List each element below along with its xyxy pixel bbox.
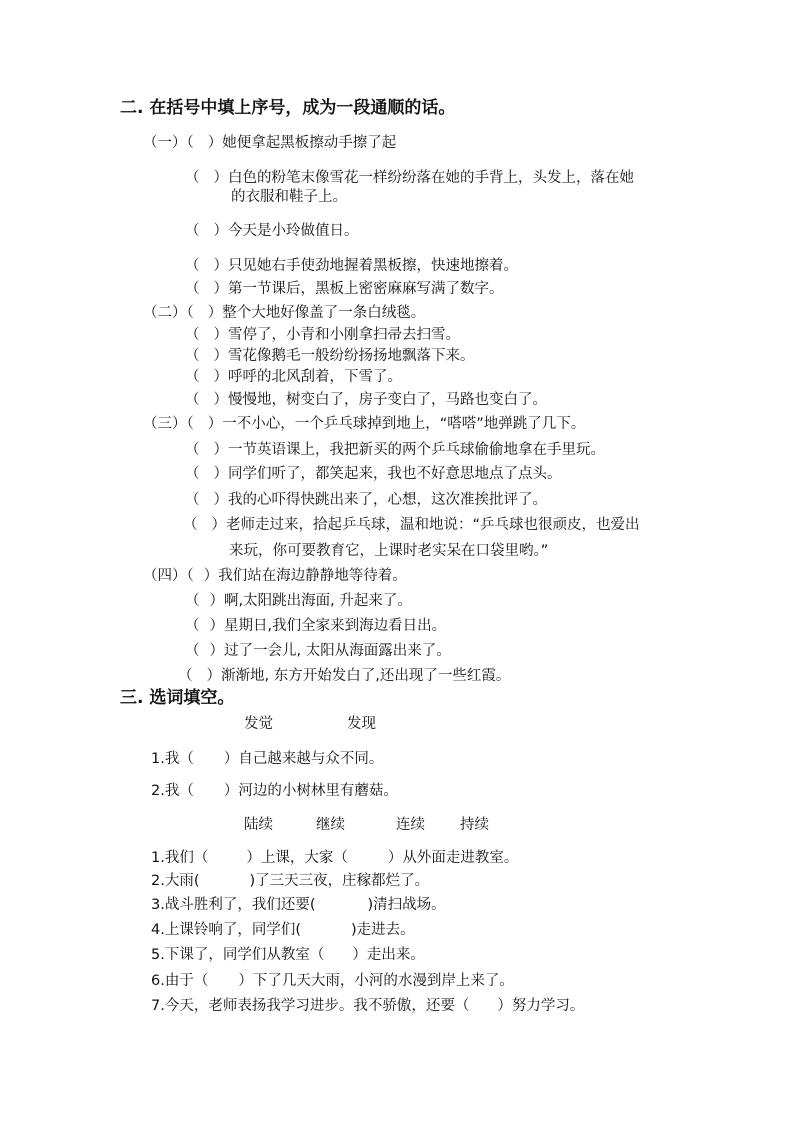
answer-blank[interactable]: （ ） (185, 442, 228, 458)
set2-question-2: 2.大雨( )了三天三夜，庄稼都烂了。 (151, 873, 430, 889)
answer-blank[interactable]: （ ） (178, 668, 221, 684)
answer-blank[interactable]: （ ） (185, 369, 228, 385)
group-1-item-3: （ ）今天是小玲做值日。 (185, 223, 359, 239)
group-4-item-4: （ ）过了一会儿, 太阳从海面露出来了。 (185, 643, 451, 659)
word-option: 持续 (460, 817, 489, 833)
answer-blank[interactable]: （ ） (185, 170, 228, 186)
group-3-item-5: （ ）老师走过来，拾起乒乓球，温和地说：“乒乓球也很顽皮，也爱出 (183, 517, 640, 533)
set2-question-6: 6.由于（ ）下了几天大雨，小河的水漫到岸上来了。 (151, 973, 514, 989)
answer-blank[interactable]: （ ） (185, 327, 228, 343)
group-3-item-1: （三）（ ）一不小心，一个乒乓球掉到地上，“嗒嗒”地弹跳了几下。 (143, 416, 586, 432)
group-1-item-2-continuation: 的衣服和鞋子上。 (231, 189, 347, 205)
group-4-item-1: （四）（ ）我们站在海边静静地等待着。 (143, 568, 407, 584)
section-2-title: 二. 在括号中填上序号，成为一段通顺的话。 (120, 98, 456, 118)
word-option: 发觉 (244, 716, 273, 732)
set2-question-3: 3.战斗胜利了，我们还要( )清扫战场。 (151, 897, 446, 913)
group-3-item-2: （ ）一节英语课上，我把新买的两个乒乓球偷偷地拿在手里玩。 (185, 442, 605, 458)
set1-question-1: 1.我（ ）自己越来越与众不同。 (151, 751, 384, 767)
answer-blank[interactable]: （ ） (185, 223, 228, 239)
group-4-item-5: （ ）渐渐地, 东方开始发白了,还出现了一些红霞。 (178, 668, 511, 684)
answer-blank[interactable]: （ ） (185, 348, 228, 364)
answer-blank[interactable]: （ ） (185, 466, 228, 482)
answer-blank[interactable]: （ ） (186, 416, 223, 432)
word-option: 连续 (396, 817, 425, 833)
answer-blank[interactable]: （ ） (185, 643, 224, 659)
word-option: 发现 (347, 716, 376, 732)
group-2-item-1: （二）（ ）整个大地好像盖了一条白绒毯。 (143, 305, 426, 321)
group-4-item-3: （ ）星期日,我们全家来到海边看日出。 (185, 618, 447, 634)
set1-question-2: 2.我（ ）河边的小树林里有蘑菇。 (151, 783, 398, 799)
answer-blank[interactable]: （ ） (185, 392, 228, 408)
group-1-label: （一） (143, 135, 187, 151)
answer-blank[interactable]: （ ） (183, 517, 226, 533)
group-1-item-2: （ ）白色的粉笔末像雪花一样纷纷落在她的手背上，头发上，落在她 (185, 170, 634, 186)
set2-question-4: 4.上课铃响了，同学们( )走进去。 (151, 922, 415, 938)
answer-blank[interactable]: （ ） (185, 281, 228, 297)
group-1-item-1: （一）（ ）她便拿起黑板擦动手擦了起 (143, 135, 397, 151)
answer-blank[interactable]: （ ） (186, 568, 219, 584)
answer-blank[interactable]: （ ） (185, 492, 228, 508)
answer-blank[interactable]: （ ） (186, 135, 223, 151)
answer-blank[interactable]: （ ） (185, 593, 224, 609)
group-3-label: （三） (143, 416, 187, 432)
set2-question-1: 1.我们（ ）上课，大家（ ）从外面走进教室。 (151, 850, 519, 866)
answer-blank[interactable]: （ ） (185, 618, 224, 634)
group-2-item-4: （ ）呼呼的北风刮着，下雪了。 (185, 369, 402, 385)
group-2-label: （二） (143, 305, 187, 321)
group-2-item-2: （ ）雪停了，小青和小刚拿扫帚去扫雪。 (185, 327, 460, 343)
group-2-item-3: （ ）雪花像鹅毛一般纷纷扬扬地飘落下来。 (185, 348, 475, 364)
word-option: 继续 (316, 817, 345, 833)
set2-question-7: 7.今天，老师表扬我学习进步。我不骄傲，还要（ ）努力学习。 (151, 998, 585, 1014)
group-2-item-5: （ ）慢慢地，树变白了，房子变白了，马路也变白了。 (185, 392, 547, 408)
group-3-item-3: （ ）同学们听了，都笑起来，我也不好意思地点了点头。 (185, 466, 562, 482)
group-4-label: （四） (143, 568, 187, 584)
set2-question-5: 5.下课了，同学们从教室（ ）走出来。 (151, 947, 425, 963)
group-1-item-5: （ ）第一节课后，黑板上密密麻麻写满了数字。 (185, 281, 504, 297)
section-3-title: 三. 选词填空。 (120, 688, 235, 708)
group-4-item-2: （ ）啊,太阳跳出海面, 升起来了。 (185, 593, 412, 609)
word-option: 陆续 (244, 817, 273, 833)
answer-blank[interactable]: （ ） (186, 305, 223, 321)
group-3-item-4: （ ）我的心吓得快跳出来了，心想，这次准挨批评了。 (185, 492, 547, 508)
group-1-item-4: （ ）只见她右手使劲地握着黑板擦，快速地擦着。 (185, 258, 518, 274)
answer-blank[interactable]: （ ） (185, 258, 228, 274)
group-3-item-5-continuation: 来玩，你可要教育它，上课时老实呆在口袋里哟。” (229, 543, 549, 559)
